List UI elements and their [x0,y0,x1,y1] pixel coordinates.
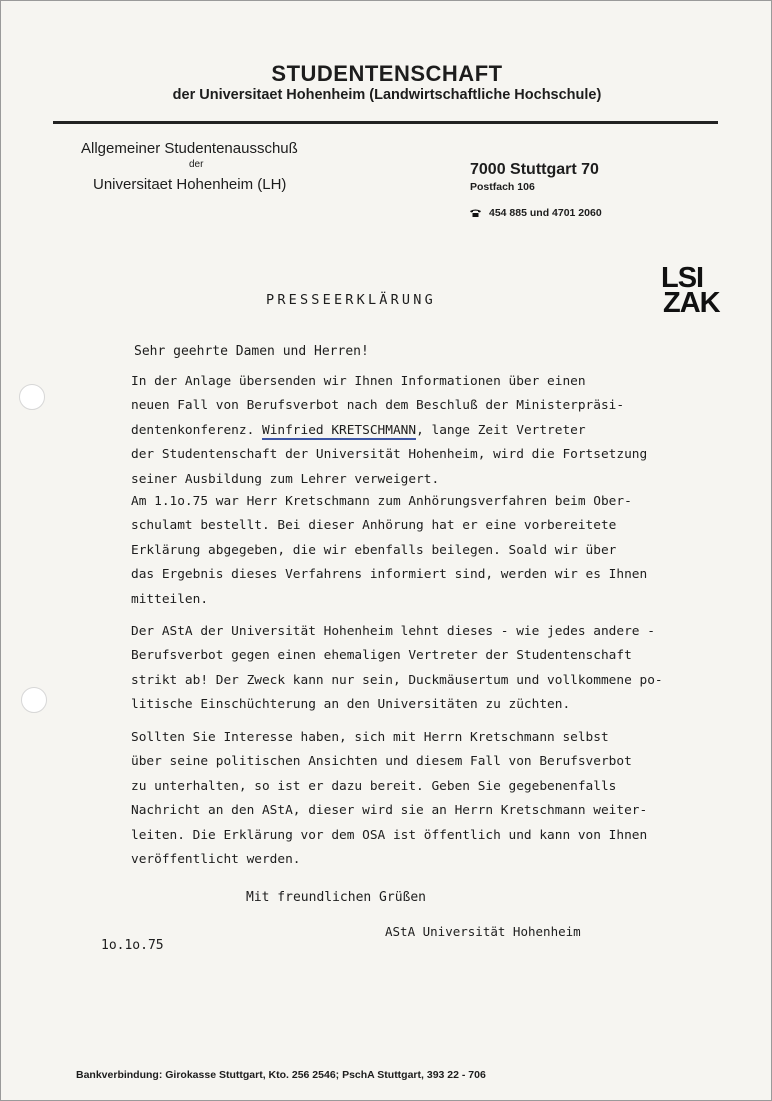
paragraph-1-line-4: der Studentenschaft der Universität Hohenheim, wird die Fortsetzung [131,447,648,463]
paragraph-1-line-2: neuen Fall von Berufsverbot nach dem Beschluß der Ministerpräsi- [131,398,625,414]
paragraph-2-line-4: das Ergebnis dieses Verfahrens informiert sind, werden wir es Ihnen [131,567,648,583]
paragraph-4 [131,726,731,872]
paragraph-3-line-2: Berufsverbot gegen einen ehemaligen Vertreter der Studentenschaft [131,648,632,664]
paragraph-1-line-3b: , lange Zeit Vertreter [416,422,586,438]
document-title: PRESSEERKLÄRUNG [266,292,436,308]
stamp-line2: ZAK [663,287,720,319]
paragraph-3-line-1: Der AStA der Universität Hohenheim lehnt dieses - wie jedes andere - [131,624,655,639]
bank-details: Bankverbindung: Girokasse Stuttgart, Kto. 256 2546; PschA Stuttgart, 393 22 - 706 [76,1069,486,1081]
paragraph-4-line-5: leiten. Die Erklärung vor dem OSA ist öffentlich und kann von Ihnen [131,827,648,843]
paragraph-1 [131,370,731,492]
letterhead-subtitle: der Universitaet Hohenheim (Landwirtschaftliche Hochschule) [172,87,602,103]
paragraph-2-line-2: schulamt bestellt. Bei dieser Anhörung hat er eine vorbereitete [131,518,617,534]
paragraph-3-line-4: litische Einschüchterung an den Universitäten zu züchten. [131,697,571,713]
stamp-line1: LSI [661,262,704,294]
punch-hole-top [19,384,45,410]
paragraph-4-line-2: über seine politischen Ansichten und diesem Fall von Berufsverbot [131,754,632,770]
punch-hole-bottom [21,687,47,713]
paragraph-4-line-4: Nachricht an den AStA, dieser wird sie an Herrn Kretschmann weiter- [131,803,648,819]
address-postfach: Postfach 106 [470,181,535,193]
telephone-icon [470,209,481,217]
paragraph-1-line-5: seiner Ausbildung zum Lehrer verweigert. [131,471,440,487]
org-name-der: der [189,159,204,170]
org-name-line2: Universitaet Hohenheim (LH) [93,176,287,193]
paragraph-1-line-3a: dentenkonferenz. [131,422,262,438]
paragraph-4-line-6: veröffentlicht werden. [131,852,301,868]
paragraph-2-line-3: Erklärung abgegeben, die wir ebenfalls beilegen. Soald wir über [131,542,617,558]
document-date: 1o.1o.75 [101,938,164,953]
org-name-line1: Allgemeiner Studentenausschuß [81,140,298,157]
underlined-name: Winfried KRETSCHMANN [261,422,417,438]
paragraph-2-line-5: mitteilen. [131,591,209,607]
paragraph-1-line-1: In der Anlage übersenden wir Ihnen Informationen über einen [131,374,586,389]
paragraph-2-line-1: Am 1.1o.75 war Herr Kretschmann zum Anhörungsverfahren beim Ober- [131,494,632,509]
paragraph-4-line-3: zu unterhalten, so ist er dazu bereit. Geben Sie gegebenenfalls [131,778,617,794]
letterhead-rule [53,121,718,124]
paragraph-2 [131,490,731,612]
signature: AStA Universität Hohenheim [385,924,581,939]
paragraph-4-line-1: Sollten Sie Interesse haben, sich mit Herrn Kretschmann selbst [131,730,609,745]
address-city: 7000 Stuttgart 70 [470,161,599,178]
phone-numbers: 454 885 und 4701 2060 [489,207,602,219]
lsi-zak-stamp [661,262,743,319]
paragraph-3-line-3: strikt ab! Der Zweck kann nur sein, Duckmäusertum und vollkommene po- [131,672,663,688]
letterhead-title: STUDENTENSCHAFT [271,61,503,86]
paragraph-3 [131,620,731,718]
phone-line [470,207,602,219]
closing-greeting: Mit freundlichen Grüßen [246,890,427,905]
salutation: Sehr geehrte Damen und Herren! [134,344,369,359]
